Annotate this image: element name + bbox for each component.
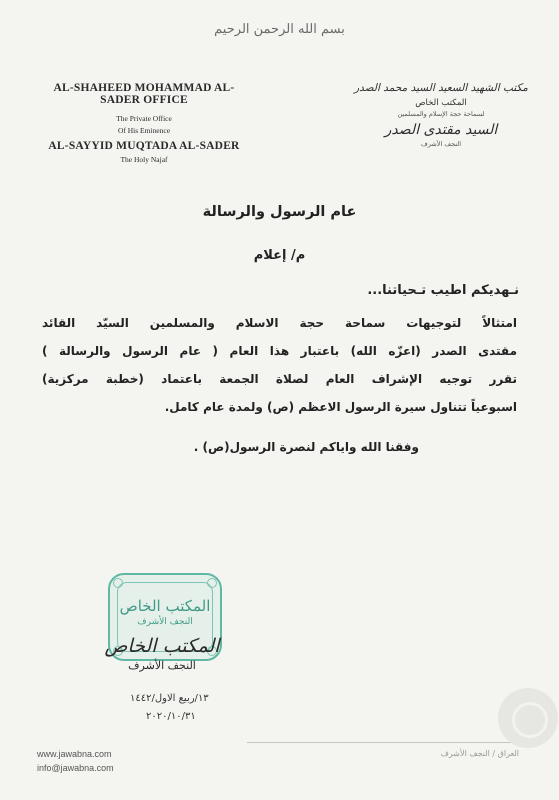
- body-line: اسبوعياً تتناول سيرة الرسول الاعظم (ص) ولمدة عام كامل.: [164, 400, 517, 414]
- signature-office: المكتب الخاص: [104, 635, 220, 657]
- footer-contact: [37, 747, 114, 775]
- letter-greeting: نـهديكم اطيب تـحياتنا...: [367, 283, 519, 298]
- eminence-en: Of His Eminence: [117, 126, 171, 135]
- letter-title: عام الرسول والرسالة: [202, 204, 357, 220]
- signature-location: النجف الأشرف: [128, 659, 196, 672]
- signature-block: [92, 635, 232, 672]
- letter-closing: وفقنا الله واياكم لنصرة الرسول(ص) .: [193, 440, 419, 454]
- basmala: بسم الله الرحمن الرحيم: [214, 22, 345, 37]
- letter-subject: م/ إعلام: [253, 248, 306, 263]
- sayyid-name-ar: السيد مقتدى الصدر: [384, 122, 498, 138]
- private-office-ar: المكتب الخاص: [415, 98, 467, 108]
- stamp-office: المكتب الخاص: [119, 597, 211, 615]
- location-en: The Holy Najaf: [120, 155, 168, 164]
- footer-address: العراق / النجف الأشرف: [440, 749, 519, 758]
- footer-divider: [247, 742, 527, 743]
- stamp-location: النجف الأشرف: [137, 617, 193, 627]
- private-office-en: The Private Office: [116, 114, 172, 123]
- watermark-logo-icon: [498, 688, 558, 748]
- footer-website-link[interactable]: www.jawabna.com: [37, 749, 112, 759]
- english-letterhead: [34, 82, 254, 164]
- body-line: امتثالاً لتوجيهات سماحة حجة الاسلام والمسلمين السيّد القائد: [42, 316, 517, 330]
- body-line: مقتدى الصدر (اعزّه الله) باعتبار هذا العام ( عام الرسول والرسالة ): [42, 344, 517, 358]
- footer-email-link[interactable]: info@jawabna.com: [37, 763, 114, 773]
- date-gregorian: ٢٠٢٠/١٠/٣١: [146, 711, 196, 722]
- location-ar: النجف الأشرف: [420, 140, 462, 148]
- sayyid-name-en: AL-SAYYID MUQTADA AL-SADER: [48, 140, 240, 152]
- office-name-en: AL-SHAHEED MOHAMMAD AL-SADER OFFICE: [53, 82, 235, 106]
- body-line: تقرر توجيه الإشراف العام لصلاة الجمعة باعتماد (خطبة مركزية): [42, 372, 517, 386]
- date-hijri: ١٣/ربيع الاول/١٤٤٢: [130, 693, 209, 704]
- arabic-letterhead: [351, 82, 531, 148]
- subtitle-ar: لسماحة حجة الإسلام والمسلمين: [397, 110, 485, 118]
- office-name-ar: مكتب الشهيد السعيد السيد محمد الصدر: [354, 82, 528, 94]
